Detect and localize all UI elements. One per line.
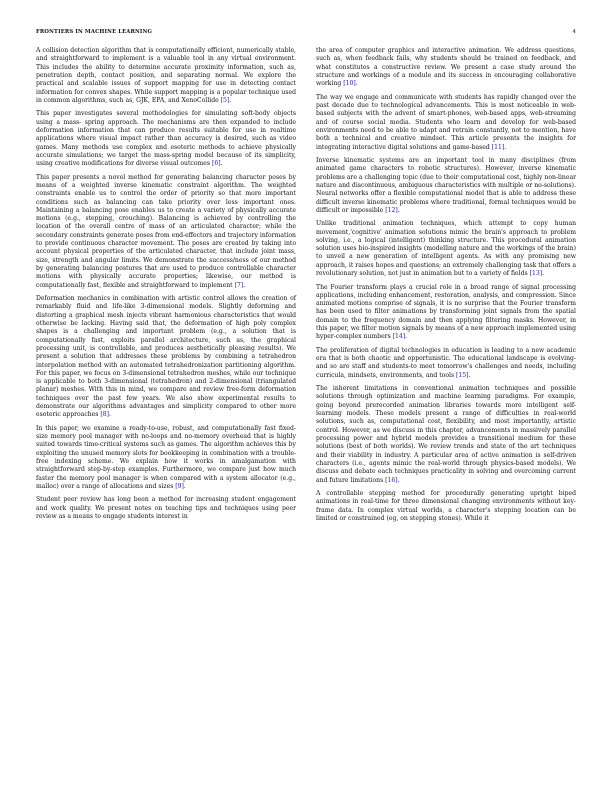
paragraph: This paper investigates several methodologies for simulating soft-body objects using a mass- spring approach. The mechanisms are then expanded to include deformation information that can produce results suitable for use in realtime applications where visual impact rather than accuracy is desired, such as video games. Many methods use complex and esoteric methods to achieve physically accurate simulations; we target the mass-spring model because of its simplicity, using creative modifications for diverse visual outcomes [6]. xyxy=(36,110,296,168)
citation-link[interactable]: [9] xyxy=(175,483,184,490)
journal-title: FRONTIERS IN MACHINE LEARNING xyxy=(36,29,153,35)
citation-link[interactable]: [6] xyxy=(211,160,221,168)
page-header xyxy=(36,29,576,39)
paragraph: In this paper, we examine a ready-to-use, robust, and computationally fast fixed-size memory pool manager with no-loops and no-memory overhead that is highly suited towards time-critical systems such as games. The algorithm achieves this by exploiting the unused memory slots for bookkeeping in combination with a trouble-free indexing scheme. We explain how it works in amalgamation with straightforward step-by-step examples. Furthermore, we compare just how much faster the memory pool manager is when compared with a system allocator (e.g., malloc) over a range of allocations and sizes [9]. xyxy=(36,424,296,490)
citation-link[interactable]: [7] xyxy=(234,281,244,289)
citation-link[interactable]: [8] xyxy=(100,411,109,419)
paragraph: The Fourier transform plays a crucial role in a broad range of signal processing applications, including enhancement, restoration, analysis, and compression. Since animated motions comprise of signals, it is no surprise that the Fourier transform has been used to filter animations by transforming joint signals from the spatial domain to the frequency domain and then applying filtering masks. However, in this paper, we filter motion signals by means of a new approach implemented using hyper-complex numbers [14]. xyxy=(316,283,576,341)
left-column xyxy=(36,47,296,526)
paragraph: A controllable stepping method for procedurally generating upright biped animations in real-time for three dimensional changing environments without key-frame data. In complex virtual worlds, a character's stepping location can be limited or constrained (eg, on stepping stones). While it xyxy=(316,489,576,522)
paragraph: The way we engage and communicate with students has rapidly changed over the past decade due to technological advancements. This is most noticeable in web-based subjects with the advent of smart-phones, web-based apps, web-streaming and of course social media. Students who learn and develop for web-based environments need to be able to adapt and retrain constantly, not to mention, have both a technical and creative mindset. This article presents the insights for integrating interactive digital solutions and game-based [11]. xyxy=(316,93,576,151)
paragraph: This paper presents a novel method for generating balancing character poses by means of a weighted inverse kinematic constraint algorithm. The weighted constraints enable us to control the order of priority so that more important conditions such as balancing can take priority over less important ones. Maintaining a balancing pose enables us to create a variety of physically accurate motions (e.g., stepping, crouching). Balancing is achieved by controlling the location of the overall centre of mass of an articulated character; while the secondary constraints generate poses from end-effectors and trajectory information to provide continuous character movement. The poses are created by taking into account physical properties of the articulated character, that include joint mass, size, strength and angular limits. We demonstrate the success/ness of our method by generating balancing postures that are used to produce controllable character motions with physically accurate properties; likewise, our method is computationally fast, flexible and straightforward to implement [7]. xyxy=(36,173,296,289)
paragraph: Inverse kinematic systems are an important tool in many disciplines (from animated game characters to robotic structures). However, inverse kinematic problems are a challenging topic (due to their computational cost, highly non-linear nature and discontinuous, ambiguous characteristics with multiple or no-solutions). Neural networks offer a flexible computational model that is able to address these difficult inverse kinematic problems where traditional, formal techniques would be difficult or impossible [12]. xyxy=(316,156,576,214)
citation-link[interactable]: [12] xyxy=(385,206,398,214)
paragraph: the area of computer graphics and interactive animation. We address questions, such as, when feedback fails, why students should be trained on feedback, and what constitutes a constructive review. We present a case study around the structure and workings of a module and its success in encouraging collaborative working [10]. xyxy=(316,47,576,88)
paragraph: The proliferation of digital technologies in education is leading to a new academic era that is both chaotic and opportunistic. The educational landscape is evolving-and so are staff and students-to meet tomorrow's challenges and needs, including curricula, mindsets, environments, and tools [15]. xyxy=(316,346,576,379)
right-column xyxy=(316,47,576,528)
citation-link[interactable]: [10] xyxy=(343,80,356,88)
citation-link[interactable]: [13] xyxy=(529,270,543,278)
page-number: 4 xyxy=(572,29,576,35)
citation-link[interactable]: [14] xyxy=(392,333,406,341)
paragraph: Deformation mechanics in combination with artistic control allows the creation of remarkably fluid and life-like 3-dimensional models. Slightly deforming and distorting a graphical mesh injects vibrant harmonious characteristics that would otherwise be lacking. Having said that, the deformation of high poly complex shapes is a challenging and important problem (e.g., a solution that is computationally fast, exploits parallel architecture, such as, the graphical processing unit, is controllable, and produces aesthetically pleasing results). We present a solution that addresses these problems by combining a tetrahedron interpolation method with an automated tetrahedronization partitioning algorithm. For this paper, we focus on 3-dimensional tetrahedron meshes, while our technique is applicable to both 3-dimensional (tetrahedron) and 2-dimensional (triangulated planar) meshes. With this in mind, we compare and review free-form deformation techniques over the past few years. We also show experimental results to demonstrate our algorithms advantages and simplicity compared to other more esoteric approaches [8]. xyxy=(36,295,296,419)
paragraph: Unlike traditional animation techniques, which attempt to copy human movement,'cognitive' animation solutions mimic the brain's approach to problem solving, i.e., a logical (intelligent) thinking structure. This procedural animation solution uses bio-inspired insights (modelling nature and the workings of the brain) to unveil a new generation of intelligent agents. As with any promising new approach, it raises hopes and questions; an extremely challenging task that offers a revolutionary solution, not just in animation but to a variety of fields [13]. xyxy=(316,220,576,278)
paragraph: Student peer review has long been a method for increasing student engagement and work quality. We present notes on teaching tips and techniques using peer review as a means to engage students interest in xyxy=(36,496,296,521)
citation-link[interactable]: [16] xyxy=(385,476,398,484)
paragraph: The inherent limitations in conventional animation techniques and possible solutions through optimization and machine learning paradigms. For example, going beyond prerecorded animation libraries towards more intelligent self-learning models. These models present a range of difficulties in real-world solutions, such as, computational cost, flexibility, and most importantly, artistic control. However, as we discuss in this chapter, advancements in massively parallel processing power and hybrid models provides a transitional medium for these solutions (best of both worlds). We review trends and state of the art techniques and their viability in industry. A particular area of active animation is self-driven characters (i.e., agents mimic the real-world through physics-based models). We discuss and debate each techniques practicality in solving and overcoming current and future limitations [16]. xyxy=(316,385,576,484)
citation-link[interactable]: [11] xyxy=(491,143,505,151)
citation-link[interactable]: [5] xyxy=(220,96,230,104)
citation-link[interactable]: [15] xyxy=(456,371,469,379)
paragraph: A collision detection algorithm that is computationally efficient, numerically stable, and straightforward to implement is a valuable tool in any virtual environment. This includes the ability to determine accurate proximity information, such as, penetration depth, contact position, and separating normal. We explore the practical and scalable issues of support mapping for use in detecting contact information for convex shapes. While support mapping is a popular technique used in common algorithms, such as, GJK, EPA, and XenoCollide [5]. xyxy=(36,47,296,104)
